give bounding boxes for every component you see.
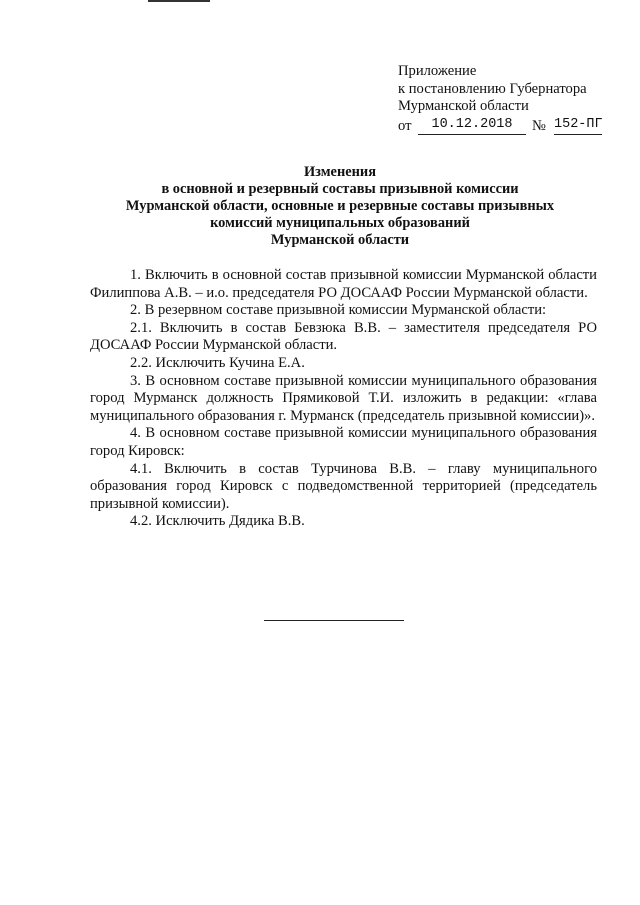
- paragraph-2: 2. В резервном составе призывной комиссии Мурманской области:: [130, 302, 547, 319]
- paragraph-3: 3. В основном составе призывной комиссии муниципального образования город Мурманск должность Прямиковой Т.И. изложить в редакции: «глава муниципального образования г. Мурманск (председатель призывной комиссии)».: [90, 372, 597, 424]
- paragraph-1: 1. Включить в основной состав призывной комиссии Мурманской области Филиппова А.В. – и.о. председателя РО ДОСААФ России Мурманской области.: [90, 267, 597, 301]
- decree-number: 152-ПГ: [554, 116, 602, 136]
- appendix-region: Мурманской области: [398, 98, 529, 115]
- appendix-block: [398, 63, 633, 138]
- title-line-3: Мурманской области, основные и резервные составы призывных: [125, 198, 555, 214]
- appendix-title: Приложение: [398, 63, 477, 79]
- paragraph-2-1: 2.1. Включить в состав Бевзюка В.В. – заместителя председателя РО ДОСААФ России Мурманской области.: [90, 319, 597, 354]
- document-title: [80, 164, 600, 249]
- paragraph-4: 4. В основном составе призывной комиссии муниципального образования город Кировск:: [90, 425, 597, 459]
- title-line-2: в основной и резервный составы призывной комиссии: [161, 181, 519, 197]
- decree-date-line: [398, 116, 633, 138]
- paragraph-4-1: 4.1. Включить в состав Турчинова В.В. – главу муниципального образования город Кировск с подведомственной территорией (председатель призывной комиссии).: [90, 460, 597, 512]
- title-line-1: Изменения: [303, 164, 376, 180]
- document-body: [90, 267, 597, 531]
- title-line-4: комиссий муниципальных образований: [210, 215, 470, 231]
- closing-rule: [264, 620, 404, 621]
- number-sign: №: [532, 117, 546, 134]
- date-prefix: от: [398, 117, 412, 134]
- paragraph-4-2: 4.2. Исключить Дядика В.В.: [130, 513, 305, 530]
- title-line-5: Мурманской области: [270, 232, 410, 248]
- paragraph-2-2: 2.2. Исключить Кучина Е.А.: [130, 354, 305, 371]
- decree-date: 10.12.2018: [418, 116, 526, 136]
- top-edge-rule: [148, 0, 210, 2]
- appendix-reference: к постановлению Губернатора: [398, 80, 587, 97]
